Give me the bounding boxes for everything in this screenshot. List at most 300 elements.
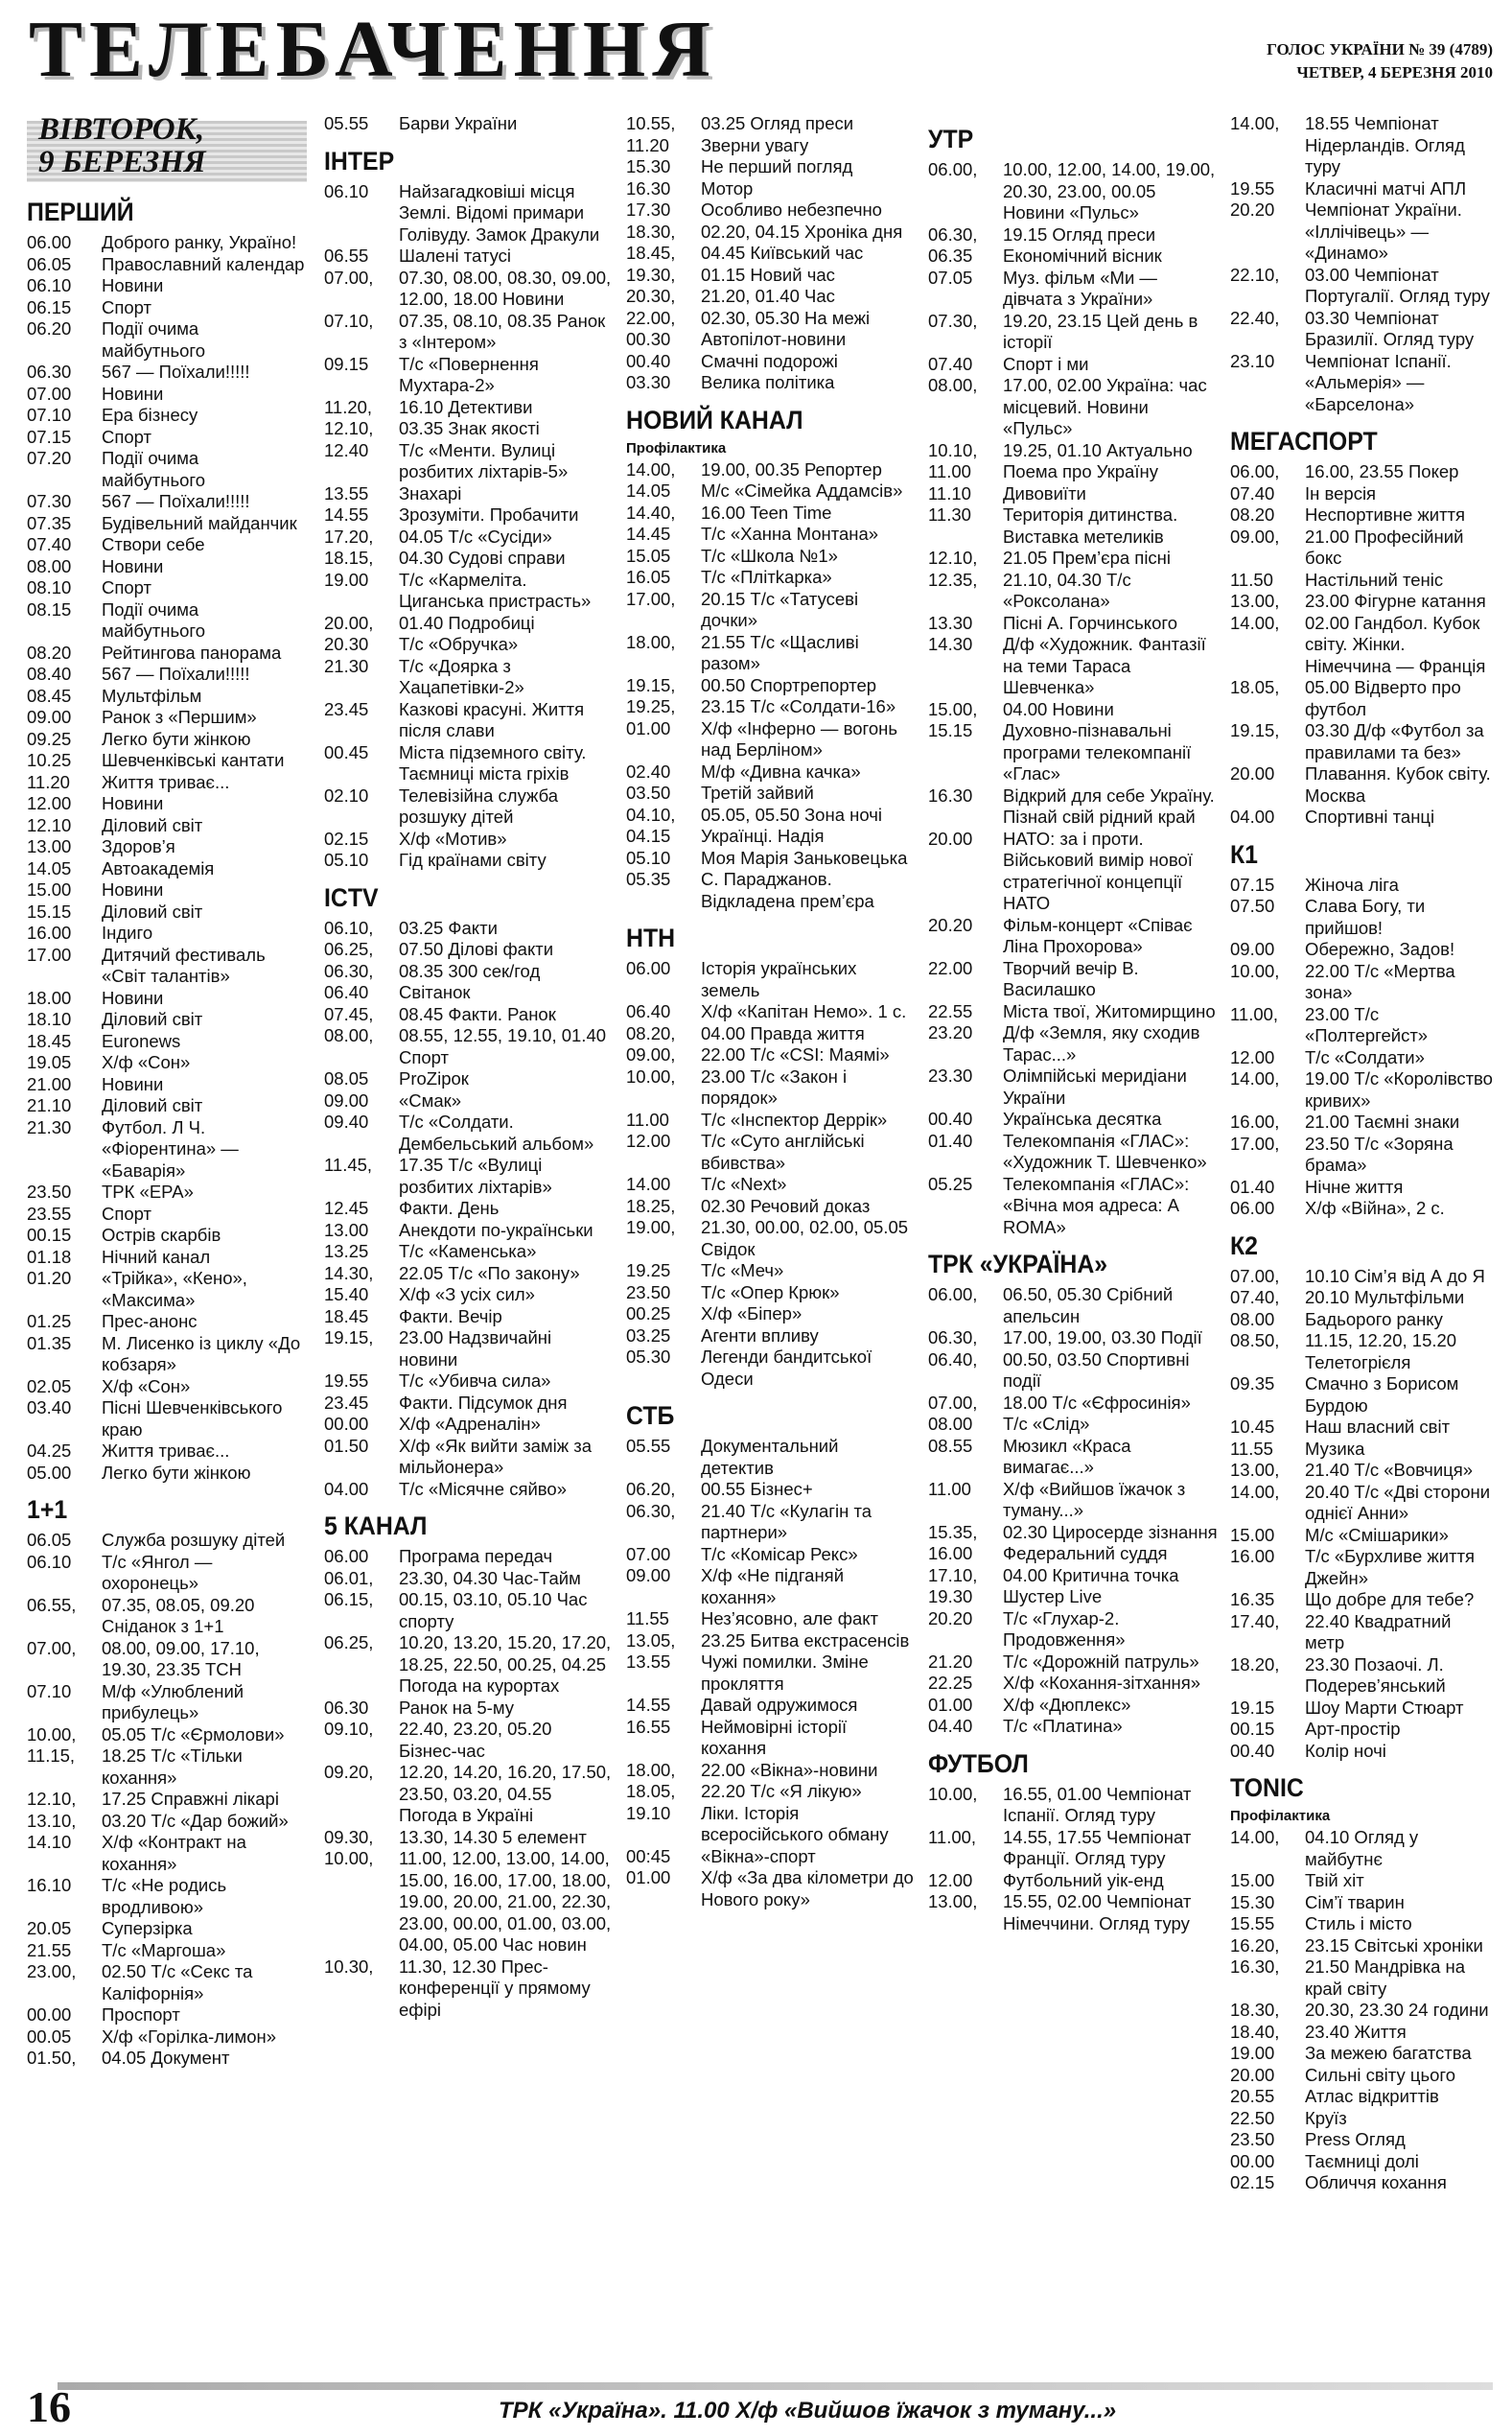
program-title: Т/с «Доярка з Хацапетівки-2»: [399, 655, 524, 697]
program-title: Х/ф «Мотив»: [399, 828, 507, 849]
program-time: 07.00: [27, 383, 72, 404]
program-entry: [928, 1784, 1221, 1827]
program-time: 03.30: [626, 372, 671, 392]
program-entry: [626, 243, 914, 265]
program-time: 05.10: [626, 847, 671, 868]
program-title: 22.40, 23.20, 05.20 Бізнес-час: [399, 1719, 552, 1761]
program-time: 18.40,: [1230, 2021, 1280, 2042]
program-entry: [324, 397, 612, 419]
program-entry: [324, 1263, 612, 1285]
program-time: 20.55: [1230, 2086, 1275, 2106]
program-time: 16.20,: [1230, 1934, 1280, 1956]
program-time: 14.05: [626, 480, 671, 501]
program-time: 13.55: [324, 482, 369, 504]
program-title: Новини: [102, 793, 164, 813]
program-time: 04.15: [626, 826, 671, 846]
program-time: 01.20: [27, 1268, 72, 1288]
program-entry: [928, 1870, 1221, 1892]
program-time: 08.00: [27, 555, 72, 576]
program-time: 10.10,: [928, 439, 978, 460]
program-time: 09.40: [324, 1112, 369, 1132]
program-time: 15.00: [27, 879, 72, 900]
program-time: 08.40: [27, 664, 72, 684]
program-title: Спорт: [102, 426, 152, 447]
program-title: Третій зайвий: [701, 783, 814, 803]
program-entry: [928, 1543, 1221, 1565]
program-time: 06.40: [324, 982, 369, 1002]
program-time: 22.40,: [1230, 307, 1280, 328]
program-entry: [1230, 1266, 1494, 1288]
program-entry: [1230, 1525, 1494, 1547]
program-entry: [1230, 1373, 1494, 1417]
program-entry: [928, 1673, 1221, 1695]
program-time: 08.20: [27, 642, 72, 663]
program-entry: [626, 869, 914, 912]
program-entry: [27, 599, 307, 643]
program-time: 06.00: [324, 1546, 369, 1566]
program-time: 08.05: [324, 1068, 369, 1089]
program-entry: [928, 1716, 1221, 1738]
program-entry: [27, 297, 307, 319]
program-entry: [1230, 2172, 1494, 2194]
program-time: 00.15: [27, 1225, 72, 1245]
program-entry: [928, 1695, 1221, 1717]
program-time: 22.50: [1230, 2107, 1275, 2128]
program-time: 00.40: [626, 350, 671, 371]
program-title: 10.00, 12.00, 14.00, 19.00, 20.30, 23.00, 00.05 Новини «Пульс»: [1003, 159, 1216, 223]
program-entry: [626, 567, 914, 589]
program-title: 19.20, 23.15 Цей день в історії: [1003, 310, 1198, 352]
program-title: Т/с «Солдати. Дембельський альбом»: [399, 1112, 594, 1154]
program-title: Т/с «Опер Крюк»: [701, 1281, 840, 1302]
program-entry: [928, 311, 1221, 354]
program-time: 06.15: [27, 296, 72, 317]
program-entry: [928, 1651, 1221, 1674]
program-entry: [27, 664, 307, 686]
program-time: 08.15: [27, 598, 72, 620]
program-time: 13.05,: [626, 1629, 676, 1651]
program-time: 06.00,: [1230, 461, 1280, 481]
program-entry: [626, 1110, 914, 1132]
program-entry: [1230, 1935, 1494, 1957]
program-entry: [928, 159, 1221, 224]
program-time: 22.00,: [626, 307, 676, 328]
page-number: 16: [27, 2382, 71, 2431]
program-title: 03.00 Чемпіонат Португалії. Огляд туру: [1305, 264, 1490, 306]
program-time: 12.00: [27, 793, 72, 813]
program-time: 11.00,: [928, 1826, 977, 1847]
column-2: [324, 113, 612, 2372]
program-title: Плавання. Кубок світу. Москва: [1305, 763, 1491, 806]
program-entry: [324, 246, 612, 268]
program-entry: [324, 634, 612, 656]
program-entry: [1230, 483, 1494, 505]
program-title: 21.40 Т/с «Кулагін та партнери»: [701, 1500, 872, 1542]
program-time: 10.00,: [324, 1848, 374, 1868]
program-title: Футбол. Л Ч. «Фіорентина» — «Баварія»: [102, 1116, 239, 1181]
program-time: 18.10: [27, 1009, 72, 1029]
program-time: 11.00: [928, 1478, 971, 1499]
program-entry: [324, 570, 612, 613]
program-time: 16.30,: [1230, 1956, 1280, 1977]
program-time: 01.00: [626, 717, 671, 738]
program-time: 11.30: [928, 504, 971, 525]
program-time: 08.00: [928, 1414, 973, 1434]
program-time: 18.00,: [626, 1759, 676, 1780]
program-entry: [27, 1095, 307, 1117]
program-title: Особливо небезпечно: [701, 199, 882, 220]
program-title: 02.30, 05.30 На межі: [701, 307, 871, 328]
program-time: 06.40,: [928, 1348, 978, 1370]
program-entry: [27, 534, 307, 556]
program-entry: [1230, 570, 1494, 592]
program-entry: [324, 504, 612, 527]
program-time: 06.05: [27, 1530, 72, 1550]
program-entry: [324, 1568, 612, 1590]
program-title: Моя Марія Заньковецька: [701, 847, 908, 868]
program-entry: [626, 1001, 914, 1023]
program-entry: [928, 1109, 1221, 1131]
program-entry: [324, 527, 612, 549]
program-time: 06.20,: [626, 1479, 676, 1499]
program-entry: [1230, 461, 1494, 483]
program-time: 11.00: [928, 461, 971, 481]
program-entry: [324, 1112, 612, 1155]
program-title: Х/ф «Адреналін»: [399, 1414, 541, 1434]
program-entry: [928, 1565, 1221, 1587]
channel-heading: К1: [1230, 839, 1258, 869]
program-entry: [27, 729, 307, 751]
program-time: 22.25: [928, 1673, 973, 1693]
program-time: 07.05: [928, 267, 973, 288]
program-title: Т/с «Повернення Мухтара-2»: [399, 353, 539, 395]
program-entry: [324, 311, 612, 354]
program-time: 03.40: [27, 1397, 72, 1417]
program-title: 23.50 Т/с «Зоряна брама»: [1305, 1133, 1454, 1175]
program-entry: [324, 656, 612, 699]
program-time: 10.00,: [626, 1066, 676, 1087]
program-title: Рейтингова панорама: [102, 642, 282, 663]
program-time: 18.05,: [626, 1781, 676, 1801]
program-title: Ера бізнесу: [102, 405, 198, 425]
program-title: Анекдоти по-українськи: [399, 1219, 593, 1240]
program-entry: [27, 318, 307, 362]
program-entry: [626, 675, 914, 697]
program-title: Міста підземного світу. Таємниці міста гріхів: [399, 741, 587, 784]
program-time: 16.55: [626, 1716, 671, 1737]
program-entry: [324, 1393, 612, 1415]
column-4: [928, 113, 1221, 2372]
program-time: 07.15: [27, 426, 72, 447]
program-title: Автопілот-новини: [701, 329, 847, 349]
program-title: 10.10 Сім’я від А до Я: [1305, 1265, 1485, 1286]
program-time: 00.05: [27, 2026, 72, 2047]
program-time: 13.25: [324, 1241, 369, 1261]
program-entry: [626, 1803, 914, 1846]
program-title: 07.35, 08.05, 09.20 Сніданок з 1+1: [102, 1594, 255, 1636]
program-entry: [1230, 1482, 1494, 1525]
program-time: 07.10: [27, 405, 72, 425]
program-entry: [928, 1327, 1221, 1349]
program-entry: [324, 1436, 612, 1479]
program-time: 01.40: [928, 1130, 973, 1151]
program-time: 06.25,: [324, 1632, 374, 1652]
program-title: 16.10 Детективи: [399, 396, 533, 417]
program-entry: [324, 961, 612, 983]
day-date: 9 БЕРЕЗНЯ: [38, 145, 206, 179]
program-title: 19.25, 01.10 Актуально: [1003, 439, 1193, 460]
program-title: 06.50, 05.30 Срібний апельсин: [1003, 1284, 1174, 1326]
program-title: Х/ф «Вийшов їжачок з туману...»: [1003, 1478, 1186, 1520]
program-entry: [626, 308, 914, 330]
program-entry: [1230, 2108, 1494, 2130]
program-entry: [1230, 1698, 1494, 1720]
footer-rule: [58, 2382, 1493, 2390]
program-title: 23.15 Світські хроніки: [1305, 1934, 1483, 1956]
program-time: 09.25: [27, 728, 72, 749]
column-1: [27, 113, 307, 2372]
program-title: Press Огляд: [1305, 2129, 1406, 2149]
program-entry: [928, 1522, 1221, 1544]
program-title: Х/ф «Війна», 2 с.: [1305, 1198, 1445, 1218]
program-entry: [626, 286, 914, 308]
program-time: 02.15: [1230, 2172, 1275, 2192]
program-title: ТРК «ЕРА»: [102, 1182, 194, 1202]
program-title: Т/с «Янгол — охоронець»: [102, 1551, 213, 1593]
program-entry: [1230, 720, 1494, 763]
program-entry: [1230, 2065, 1494, 2087]
program-time: 21.30: [324, 655, 369, 676]
program-time: 11.45,: [324, 1155, 373, 1175]
program-time: 18.45: [324, 1305, 369, 1326]
program-title: Служба розшуку дітей: [102, 1530, 286, 1550]
program-entry: [1230, 613, 1494, 678]
program-time: 22.55: [928, 1000, 973, 1021]
program-time: 09.30,: [324, 1826, 374, 1847]
program-time: 10.45: [1230, 1417, 1275, 1437]
program-time: 00.00: [27, 2004, 72, 2025]
program-entry: [1230, 1112, 1494, 1134]
program-title: 23.00 Т/с «Полтергейст»: [1305, 1003, 1429, 1045]
program-entry: [626, 156, 914, 178]
program-time: 07.40,: [1230, 1287, 1280, 1307]
program-entry: [27, 772, 307, 794]
program-title: Таємниці долі: [1305, 2150, 1419, 2171]
program-time: 17.00,: [626, 588, 676, 609]
program-time: 23.50: [27, 1182, 72, 1202]
program-time: 01.35: [27, 1332, 72, 1353]
program-entry: [928, 1436, 1221, 1479]
issue-date: ЧЕТВЕР, 4 БЕРЕЗНЯ 2010: [1296, 63, 1493, 82]
program-title: 01.40 Подробиці: [399, 612, 535, 633]
program-title: Класичні матчі АПЛ: [1305, 177, 1467, 199]
program-entry: [1230, 1913, 1494, 1935]
program-time: 14.00,: [626, 458, 676, 480]
program-time: 07.10: [27, 1680, 72, 1701]
program-entry: [1230, 1589, 1494, 1611]
program-title: Суперзірка: [102, 1918, 193, 1938]
program-time: 14.00,: [1230, 1827, 1280, 1847]
program-title: 23.40 Життя: [1305, 2021, 1407, 2042]
program-entry: [27, 643, 307, 665]
program-entry: [928, 375, 1221, 440]
program-title: 03.20 Т/с «Дар божий»: [102, 1810, 289, 1831]
program-title: Телекомпанія «ГЛАС»: «Вічна моя адреса: A ROMA»: [1003, 1173, 1190, 1237]
program-entry: [626, 1303, 914, 1325]
program-entry: [27, 448, 307, 491]
program-time: 14.00,: [1230, 612, 1280, 633]
program-title: 567 — Поїхали!!!!!: [102, 491, 250, 511]
program-time: 09.00: [1230, 939, 1275, 959]
program-title: 07.50 Ділові факти: [399, 939, 554, 959]
program-time: 15.00: [1230, 1870, 1275, 1890]
program-entry: [324, 1698, 612, 1720]
program-time: 06.30: [324, 1697, 369, 1718]
program-entry: [626, 1066, 914, 1110]
program-time: 17.00: [27, 944, 72, 965]
program-entry: [928, 1001, 1221, 1023]
program-entry: [324, 181, 612, 246]
program-title: Спорт: [102, 296, 152, 317]
program-title: Т/с «Next»: [701, 1174, 787, 1194]
program-entry: [626, 1131, 914, 1174]
program-title: За межею багатства: [1305, 2043, 1472, 2063]
program-entry: [27, 1745, 307, 1789]
program-entry: [626, 696, 914, 718]
program-title: Дивовиїти: [1003, 482, 1086, 504]
program-entry: [928, 1891, 1221, 1934]
program-time: 20.00,: [324, 612, 374, 633]
program-time: 16.35: [1230, 1589, 1275, 1609]
program-entry: [1230, 591, 1494, 613]
program-time: 06.35: [928, 246, 973, 266]
program-title: Мотор: [701, 177, 754, 199]
program-entry: [324, 1719, 612, 1762]
program-time: 06.10: [27, 1551, 72, 1572]
program-time: 07.45,: [324, 1003, 374, 1024]
program-title: Х/ф «Горілка-лимон»: [102, 2026, 276, 2047]
program-title: Т/с «Місячне сяйво»: [399, 1478, 567, 1499]
program-entry: [324, 1155, 612, 1198]
program-title: Жіноча ліга: [1305, 874, 1399, 895]
program-time: 12.35,: [928, 569, 978, 590]
program-title: 04.30 Судові справи: [399, 548, 566, 568]
program-entry: [928, 785, 1221, 829]
program-time: 13.00,: [1230, 1460, 1280, 1480]
program-entry: [626, 1544, 914, 1566]
program-title: 08.45 Факти. Ранок: [399, 1003, 556, 1024]
program-entry: [1230, 1068, 1494, 1112]
program-title: Х/ф «З усіх сил»: [399, 1284, 535, 1304]
program-time: 12.00: [626, 1131, 671, 1151]
program-time: 05.00: [27, 1462, 72, 1483]
program-entry: [324, 1090, 612, 1113]
program-title: 16.00 Teen Time: [701, 502, 832, 523]
program-entry: [626, 222, 914, 244]
program-title: Діловий світ: [102, 814, 203, 835]
program-title: 00.55 Бізнес+: [701, 1479, 813, 1499]
program-time: 06.10: [27, 275, 72, 295]
program-time: 12.00: [1230, 1046, 1275, 1067]
program-title: 05.05 Т/с «Єрмолови»: [102, 1723, 285, 1745]
program-entry: [27, 1247, 307, 1269]
program-entry: [626, 848, 914, 870]
program-title: Х/ф «Кохання-зітхання»: [1003, 1673, 1201, 1693]
program-time: 15.15: [27, 901, 72, 922]
program-title: Т/с «Плітkарка»: [701, 567, 832, 587]
program-time: 15.55: [1230, 1913, 1275, 1933]
program-title: Українці. Надія: [701, 826, 825, 846]
program-title: Пісні Шевченківського краю: [102, 1397, 283, 1440]
channel-note: Профілактика: [626, 439, 727, 457]
program-title: 04.05 Т/с «Сусіди»: [399, 526, 552, 547]
program-title: Т/с «Ханна Монтана»: [701, 524, 879, 544]
program-time: 16.00: [1230, 1546, 1275, 1566]
program-entry: [324, 1956, 612, 2022]
program-title: Зрозуміти. Пробачити: [399, 504, 579, 525]
program-entry: [27, 1832, 307, 1875]
program-title: 20.10 Мультфільми: [1305, 1287, 1465, 1307]
program-entry: [1230, 2022, 1494, 2044]
program-time: 20.00: [1230, 763, 1275, 784]
program-entry: [626, 1282, 914, 1304]
program-entry: [324, 1220, 612, 1242]
program-entry: [928, 1586, 1221, 1608]
program-entry: [626, 113, 914, 135]
program-time: 23.55: [27, 1203, 72, 1224]
program-entry: [1230, 1439, 1494, 1461]
program-title: Т/с «Бурхливе життя Джейн»: [1305, 1546, 1476, 1588]
program-entry: [1230, 351, 1494, 416]
program-title: Найзагадковіші місця Землі. Відомі примари Голівуду. Замок Дракули: [399, 180, 600, 245]
program-entry: [27, 1961, 307, 2004]
program-title: 04.00 Правда життя: [701, 1022, 865, 1043]
program-entry: [1230, 178, 1494, 200]
program-title: Федеральний суддя: [1003, 1543, 1168, 1563]
program-title: Новини: [102, 1073, 164, 1094]
program-title: Чужі помилки. Зміне прокляття: [701, 1651, 869, 1694]
program-title: 02.00 Гандбол. Кубок світу. Жінки. Німеччина — Франція: [1305, 612, 1486, 676]
program-time: 05.25: [928, 1173, 973, 1194]
program-entry: [1230, 1654, 1494, 1698]
program-entry: [626, 1174, 914, 1196]
program-time: 01.50,: [27, 2048, 77, 2068]
program-time: 05.55: [324, 113, 369, 133]
program-time: 06.15,: [324, 1589, 374, 1609]
program-title: 18.55 Чемпіонат Нідерландів. Огляд туру: [1305, 113, 1465, 176]
program-title: Стиль і місто: [1305, 1913, 1412, 1933]
program-entry: [1230, 113, 1494, 178]
program-entry: [1230, 2000, 1494, 2022]
program-entry: [626, 783, 914, 805]
program-title: Неймовірні історії кохання: [701, 1716, 848, 1758]
program-title: Події очима майбутнього: [102, 448, 206, 490]
program-time: 06.01,: [324, 1567, 374, 1588]
program-entry: [324, 1068, 612, 1090]
program-entry: [1230, 1719, 1494, 1741]
program-time: 06.00,: [928, 1284, 978, 1304]
program-title: 567 — Поїхали!!!!!: [102, 362, 250, 382]
program-title: «Вікна»-спорт: [701, 1845, 816, 1866]
program-entry: [27, 362, 307, 384]
program-title: Ранок на 5-му: [399, 1697, 515, 1718]
program-time: 02.40: [626, 761, 671, 782]
program-title: 21.40 Т/с «Вовчиця»: [1305, 1460, 1474, 1480]
program-title: 20.15 Т/с «Татусеві дочки»: [701, 588, 859, 630]
program-entry: [1230, 2151, 1494, 2173]
program-entry: [27, 1552, 307, 1595]
program-time: 07.00,: [1230, 1265, 1280, 1286]
